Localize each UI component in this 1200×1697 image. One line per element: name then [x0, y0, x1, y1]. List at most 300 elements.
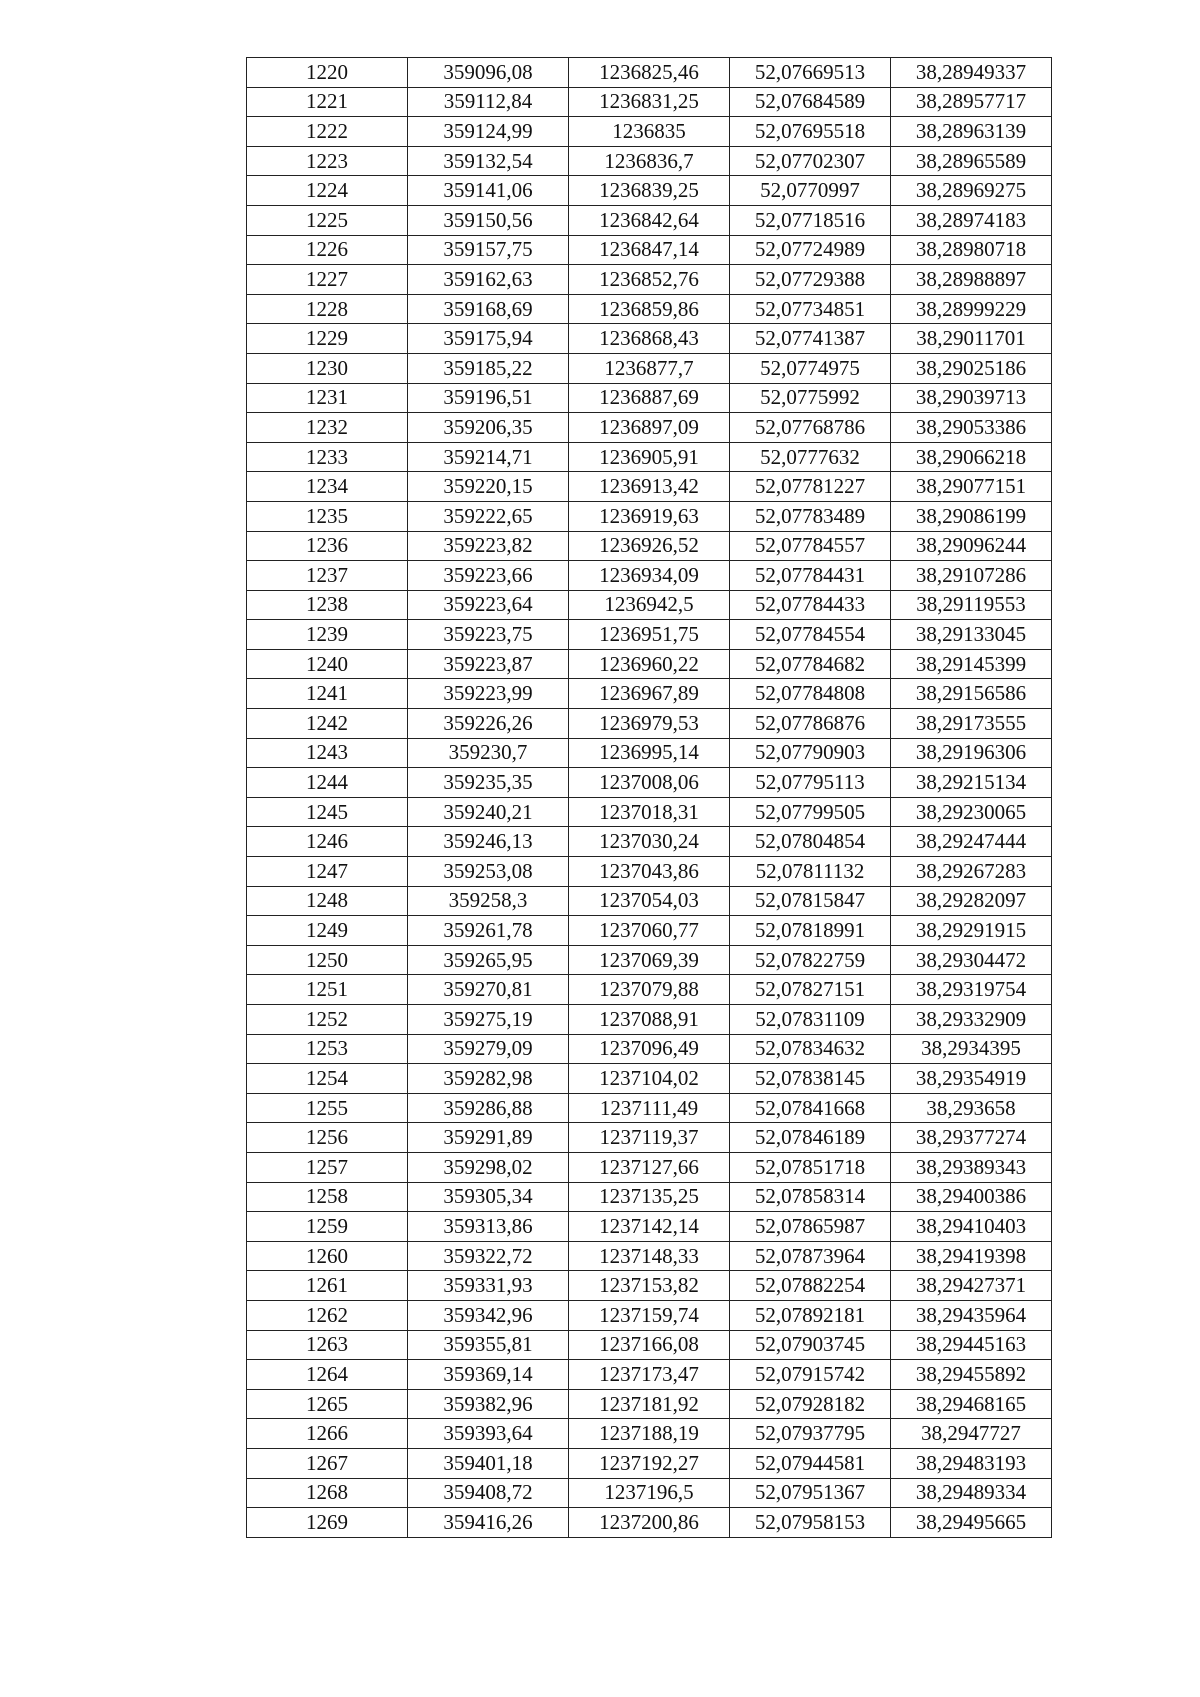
y-coordinate-cell: 1236839,25 [569, 176, 730, 206]
x-coordinate-cell: 359408,72 [408, 1478, 569, 1508]
table-row [247, 738, 1052, 768]
point-number-cell: 1258 [247, 1182, 408, 1212]
table-row [247, 324, 1052, 354]
table-row [247, 857, 1052, 887]
table-row [247, 1508, 1052, 1538]
x-coordinate-cell: 359416,26 [408, 1508, 569, 1538]
point-number-cell: 1254 [247, 1064, 408, 1094]
longitude-cell: 38,2947727 [891, 1419, 1052, 1449]
point-number-cell: 1262 [247, 1300, 408, 1330]
x-coordinate-cell: 359342,96 [408, 1300, 569, 1330]
x-coordinate-cell: 359246,13 [408, 827, 569, 857]
longitude-cell: 38,28963139 [891, 117, 1052, 147]
table-row [247, 413, 1052, 443]
latitude-cell: 52,07669513 [730, 58, 891, 88]
y-coordinate-cell: 1236877,7 [569, 353, 730, 383]
table-row [247, 1034, 1052, 1064]
x-coordinate-cell: 359223,99 [408, 679, 569, 709]
y-coordinate-cell: 1236951,75 [569, 620, 730, 650]
latitude-cell: 52,07768786 [730, 413, 891, 443]
table-row [247, 383, 1052, 413]
point-number-cell: 1248 [247, 886, 408, 916]
longitude-cell: 38,29389343 [891, 1152, 1052, 1182]
table-row [247, 1123, 1052, 1153]
y-coordinate-cell: 1236835 [569, 117, 730, 147]
longitude-cell: 38,293658 [891, 1093, 1052, 1123]
latitude-cell: 52,07834632 [730, 1034, 891, 1064]
x-coordinate-cell: 359313,86 [408, 1212, 569, 1242]
y-coordinate-cell: 1236847,14 [569, 235, 730, 265]
longitude-cell: 38,29230065 [891, 797, 1052, 827]
x-coordinate-cell: 359196,51 [408, 383, 569, 413]
point-number-cell: 1267 [247, 1448, 408, 1478]
longitude-cell: 38,29354919 [891, 1064, 1052, 1094]
latitude-cell: 52,07784808 [730, 679, 891, 709]
x-coordinate-cell: 359286,88 [408, 1093, 569, 1123]
x-coordinate-cell: 359223,66 [408, 561, 569, 591]
y-coordinate-cell: 1237018,31 [569, 797, 730, 827]
x-coordinate-cell: 359124,99 [408, 117, 569, 147]
table-row [247, 1064, 1052, 1094]
y-coordinate-cell: 1236887,69 [569, 383, 730, 413]
table-row [247, 146, 1052, 176]
x-coordinate-cell: 359220,15 [408, 472, 569, 502]
point-number-cell: 1250 [247, 945, 408, 975]
x-coordinate-cell: 359150,56 [408, 205, 569, 235]
point-number-cell: 1249 [247, 916, 408, 946]
longitude-cell: 38,29468165 [891, 1389, 1052, 1419]
table-row [247, 1300, 1052, 1330]
latitude-cell: 52,07786876 [730, 709, 891, 739]
table-row [247, 265, 1052, 295]
y-coordinate-cell: 1236897,09 [569, 413, 730, 443]
latitude-cell: 52,07928182 [730, 1389, 891, 1419]
y-coordinate-cell: 1237148,33 [569, 1241, 730, 1271]
table-row [247, 768, 1052, 798]
x-coordinate-cell: 359393,64 [408, 1419, 569, 1449]
y-coordinate-cell: 1236995,14 [569, 738, 730, 768]
y-coordinate-cell: 1237188,19 [569, 1419, 730, 1449]
point-number-cell: 1237 [247, 561, 408, 591]
x-coordinate-cell: 359162,63 [408, 265, 569, 295]
table-row [247, 679, 1052, 709]
table-row [247, 1271, 1052, 1301]
y-coordinate-cell: 1236842,64 [569, 205, 730, 235]
table-row [247, 1330, 1052, 1360]
latitude-cell: 52,07846189 [730, 1123, 891, 1153]
y-coordinate-cell: 1236852,76 [569, 265, 730, 295]
x-coordinate-cell: 359258,3 [408, 886, 569, 916]
coordinates-table [246, 57, 1052, 1538]
table-row [247, 87, 1052, 117]
x-coordinate-cell: 359240,21 [408, 797, 569, 827]
latitude-cell: 52,07702307 [730, 146, 891, 176]
point-number-cell: 1264 [247, 1360, 408, 1390]
table-row [247, 590, 1052, 620]
point-number-cell: 1239 [247, 620, 408, 650]
table-row [247, 235, 1052, 265]
point-number-cell: 1236 [247, 531, 408, 561]
y-coordinate-cell: 1236967,89 [569, 679, 730, 709]
latitude-cell: 52,07915742 [730, 1360, 891, 1390]
y-coordinate-cell: 1236859,86 [569, 294, 730, 324]
latitude-cell: 52,07790903 [730, 738, 891, 768]
x-coordinate-cell: 359355,81 [408, 1330, 569, 1360]
x-coordinate-cell: 359230,7 [408, 738, 569, 768]
x-coordinate-cell: 359253,08 [408, 857, 569, 887]
table-row [247, 916, 1052, 946]
y-coordinate-cell: 1237166,08 [569, 1330, 730, 1360]
longitude-cell: 38,29025186 [891, 353, 1052, 383]
table-row [247, 1360, 1052, 1390]
longitude-cell: 38,29173555 [891, 709, 1052, 739]
table-row [247, 945, 1052, 975]
point-number-cell: 1242 [247, 709, 408, 739]
x-coordinate-cell: 359132,54 [408, 146, 569, 176]
y-coordinate-cell: 1236868,43 [569, 324, 730, 354]
table-row [247, 501, 1052, 531]
point-number-cell: 1251 [247, 975, 408, 1005]
longitude-cell: 38,29107286 [891, 561, 1052, 591]
table-row [247, 649, 1052, 679]
point-number-cell: 1221 [247, 87, 408, 117]
table-row [247, 886, 1052, 916]
point-number-cell: 1234 [247, 472, 408, 502]
table-row [247, 472, 1052, 502]
longitude-cell: 38,29066218 [891, 442, 1052, 472]
latitude-cell: 52,07873964 [730, 1241, 891, 1271]
longitude-cell: 38,29267283 [891, 857, 1052, 887]
point-number-cell: 1253 [247, 1034, 408, 1064]
longitude-cell: 38,29332909 [891, 1005, 1052, 1035]
point-number-cell: 1247 [247, 857, 408, 887]
latitude-cell: 52,07822759 [730, 945, 891, 975]
x-coordinate-cell: 359322,72 [408, 1241, 569, 1271]
point-number-cell: 1243 [247, 738, 408, 768]
point-number-cell: 1246 [247, 827, 408, 857]
x-coordinate-cell: 359157,75 [408, 235, 569, 265]
x-coordinate-cell: 359222,65 [408, 501, 569, 531]
latitude-cell: 52,07784557 [730, 531, 891, 561]
latitude-cell: 52,07944581 [730, 1448, 891, 1478]
longitude-cell: 38,29215134 [891, 768, 1052, 798]
table-row [247, 709, 1052, 739]
table-row [247, 1152, 1052, 1182]
point-number-cell: 1223 [247, 146, 408, 176]
table-row [247, 1182, 1052, 1212]
longitude-cell: 38,29011701 [891, 324, 1052, 354]
table-row [247, 58, 1052, 88]
y-coordinate-cell: 1237135,25 [569, 1182, 730, 1212]
x-coordinate-cell: 359185,22 [408, 353, 569, 383]
x-coordinate-cell: 359112,84 [408, 87, 569, 117]
longitude-cell: 38,29145399 [891, 649, 1052, 679]
longitude-cell: 38,29086199 [891, 501, 1052, 531]
x-coordinate-cell: 359226,26 [408, 709, 569, 739]
y-coordinate-cell: 1236960,22 [569, 649, 730, 679]
latitude-cell: 52,07695518 [730, 117, 891, 147]
point-number-cell: 1268 [247, 1478, 408, 1508]
y-coordinate-cell: 1237159,74 [569, 1300, 730, 1330]
x-coordinate-cell: 359382,96 [408, 1389, 569, 1419]
longitude-cell: 38,29483193 [891, 1448, 1052, 1478]
longitude-cell: 38,29445163 [891, 1330, 1052, 1360]
y-coordinate-cell: 1237069,39 [569, 945, 730, 975]
y-coordinate-cell: 1236825,46 [569, 58, 730, 88]
point-number-cell: 1222 [247, 117, 408, 147]
longitude-cell: 38,29419398 [891, 1241, 1052, 1271]
x-coordinate-cell: 359265,95 [408, 945, 569, 975]
latitude-cell: 52,07951367 [730, 1478, 891, 1508]
point-number-cell: 1230 [247, 353, 408, 383]
point-number-cell: 1266 [247, 1419, 408, 1449]
latitude-cell: 52,07827151 [730, 975, 891, 1005]
y-coordinate-cell: 1237060,77 [569, 916, 730, 946]
y-coordinate-cell: 1237181,92 [569, 1389, 730, 1419]
y-coordinate-cell: 1237096,49 [569, 1034, 730, 1064]
x-coordinate-cell: 359096,08 [408, 58, 569, 88]
point-number-cell: 1257 [247, 1152, 408, 1182]
table-row [247, 442, 1052, 472]
latitude-cell: 52,07811132 [730, 857, 891, 887]
latitude-cell: 52,07724989 [730, 235, 891, 265]
x-coordinate-cell: 359331,93 [408, 1271, 569, 1301]
latitude-cell: 52,07684589 [730, 87, 891, 117]
y-coordinate-cell: 1237104,02 [569, 1064, 730, 1094]
y-coordinate-cell: 1237111,49 [569, 1093, 730, 1123]
point-number-cell: 1255 [247, 1093, 408, 1123]
table-row [247, 353, 1052, 383]
latitude-cell: 52,07958153 [730, 1508, 891, 1538]
point-number-cell: 1233 [247, 442, 408, 472]
longitude-cell: 38,29495665 [891, 1508, 1052, 1538]
y-coordinate-cell: 1236934,09 [569, 561, 730, 591]
x-coordinate-cell: 359223,82 [408, 531, 569, 561]
x-coordinate-cell: 359223,87 [408, 649, 569, 679]
x-coordinate-cell: 359401,18 [408, 1448, 569, 1478]
point-number-cell: 1220 [247, 58, 408, 88]
coordinates-table-body [247, 58, 1052, 1538]
point-number-cell: 1235 [247, 501, 408, 531]
longitude-cell: 38,29400386 [891, 1182, 1052, 1212]
x-coordinate-cell: 359291,89 [408, 1123, 569, 1153]
longitude-cell: 38,29291915 [891, 916, 1052, 946]
table-row [247, 1478, 1052, 1508]
y-coordinate-cell: 1237119,37 [569, 1123, 730, 1153]
latitude-cell: 52,07818991 [730, 916, 891, 946]
latitude-cell: 52,0775992 [730, 383, 891, 413]
point-number-cell: 1256 [247, 1123, 408, 1153]
y-coordinate-cell: 1237153,82 [569, 1271, 730, 1301]
y-coordinate-cell: 1237142,14 [569, 1212, 730, 1242]
table-row [247, 561, 1052, 591]
point-number-cell: 1226 [247, 235, 408, 265]
y-coordinate-cell: 1236913,42 [569, 472, 730, 502]
point-number-cell: 1252 [247, 1005, 408, 1035]
table-row [247, 117, 1052, 147]
latitude-cell: 52,07799505 [730, 797, 891, 827]
latitude-cell: 52,0774975 [730, 353, 891, 383]
table-row [247, 797, 1052, 827]
table-row [247, 1448, 1052, 1478]
point-number-cell: 1232 [247, 413, 408, 443]
table-row [247, 531, 1052, 561]
point-number-cell: 1240 [247, 649, 408, 679]
x-coordinate-cell: 359369,14 [408, 1360, 569, 1390]
latitude-cell: 52,07718516 [730, 205, 891, 235]
latitude-cell: 52,07851718 [730, 1152, 891, 1182]
y-coordinate-cell: 1237079,88 [569, 975, 730, 1005]
point-number-cell: 1241 [247, 679, 408, 709]
point-number-cell: 1225 [247, 205, 408, 235]
y-coordinate-cell: 1237196,5 [569, 1478, 730, 1508]
table-row [247, 1389, 1052, 1419]
point-number-cell: 1231 [247, 383, 408, 413]
point-number-cell: 1244 [247, 768, 408, 798]
point-number-cell: 1263 [247, 1330, 408, 1360]
longitude-cell: 38,28980718 [891, 235, 1052, 265]
x-coordinate-cell: 359223,64 [408, 590, 569, 620]
y-coordinate-cell: 1237173,47 [569, 1360, 730, 1390]
longitude-cell: 38,29053386 [891, 413, 1052, 443]
point-number-cell: 1227 [247, 265, 408, 295]
point-number-cell: 1259 [247, 1212, 408, 1242]
latitude-cell: 52,07804854 [730, 827, 891, 857]
y-coordinate-cell: 1236919,63 [569, 501, 730, 531]
latitude-cell: 52,07729388 [730, 265, 891, 295]
x-coordinate-cell: 359275,19 [408, 1005, 569, 1035]
latitude-cell: 52,07784431 [730, 561, 891, 591]
longitude-cell: 38,29039713 [891, 383, 1052, 413]
longitude-cell: 38,28988897 [891, 265, 1052, 295]
y-coordinate-cell: 1237008,06 [569, 768, 730, 798]
longitude-cell: 38,29196306 [891, 738, 1052, 768]
table-row [247, 975, 1052, 1005]
longitude-cell: 38,29304472 [891, 945, 1052, 975]
table-row [247, 1241, 1052, 1271]
latitude-cell: 52,07882254 [730, 1271, 891, 1301]
longitude-cell: 38,29377274 [891, 1123, 1052, 1153]
longitude-cell: 38,29282097 [891, 886, 1052, 916]
x-coordinate-cell: 359206,35 [408, 413, 569, 443]
longitude-cell: 38,28969275 [891, 176, 1052, 206]
x-coordinate-cell: 359298,02 [408, 1152, 569, 1182]
point-number-cell: 1229 [247, 324, 408, 354]
point-number-cell: 1238 [247, 590, 408, 620]
table-row [247, 1093, 1052, 1123]
table-row [247, 205, 1052, 235]
latitude-cell: 52,07892181 [730, 1300, 891, 1330]
table-row [247, 176, 1052, 206]
table-row [247, 294, 1052, 324]
table-row [247, 1212, 1052, 1242]
latitude-cell: 52,07841668 [730, 1093, 891, 1123]
latitude-cell: 52,07838145 [730, 1064, 891, 1094]
longitude-cell: 38,29096244 [891, 531, 1052, 561]
longitude-cell: 38,29455892 [891, 1360, 1052, 1390]
point-number-cell: 1261 [247, 1271, 408, 1301]
y-coordinate-cell: 1236979,53 [569, 709, 730, 739]
latitude-cell: 52,07734851 [730, 294, 891, 324]
latitude-cell: 52,07784433 [730, 590, 891, 620]
y-coordinate-cell: 1236836,7 [569, 146, 730, 176]
latitude-cell: 52,0770997 [730, 176, 891, 206]
latitude-cell: 52,07781227 [730, 472, 891, 502]
x-coordinate-cell: 359223,75 [408, 620, 569, 650]
x-coordinate-cell: 359235,35 [408, 768, 569, 798]
point-number-cell: 1265 [247, 1389, 408, 1419]
latitude-cell: 52,07795113 [730, 768, 891, 798]
y-coordinate-cell: 1237200,86 [569, 1508, 730, 1538]
latitude-cell: 52,07937795 [730, 1419, 891, 1449]
table-row [247, 1419, 1052, 1449]
point-number-cell: 1224 [247, 176, 408, 206]
longitude-cell: 38,28999229 [891, 294, 1052, 324]
x-coordinate-cell: 359270,81 [408, 975, 569, 1005]
longitude-cell: 38,28974183 [891, 205, 1052, 235]
longitude-cell: 38,29319754 [891, 975, 1052, 1005]
latitude-cell: 52,07815847 [730, 886, 891, 916]
latitude-cell: 52,07741387 [730, 324, 891, 354]
y-coordinate-cell: 1236942,5 [569, 590, 730, 620]
longitude-cell: 38,29077151 [891, 472, 1052, 502]
latitude-cell: 52,07903745 [730, 1330, 891, 1360]
y-coordinate-cell: 1237192,27 [569, 1448, 730, 1478]
point-number-cell: 1269 [247, 1508, 408, 1538]
x-coordinate-cell: 359214,71 [408, 442, 569, 472]
longitude-cell: 38,29427371 [891, 1271, 1052, 1301]
longitude-cell: 38,2934395 [891, 1034, 1052, 1064]
y-coordinate-cell: 1236905,91 [569, 442, 730, 472]
y-coordinate-cell: 1237127,66 [569, 1152, 730, 1182]
latitude-cell: 52,07783489 [730, 501, 891, 531]
longitude-cell: 38,29133045 [891, 620, 1052, 650]
point-number-cell: 1245 [247, 797, 408, 827]
x-coordinate-cell: 359168,69 [408, 294, 569, 324]
table-row [247, 1005, 1052, 1035]
y-coordinate-cell: 1236831,25 [569, 87, 730, 117]
x-coordinate-cell: 359261,78 [408, 916, 569, 946]
y-coordinate-cell: 1237030,24 [569, 827, 730, 857]
longitude-cell: 38,29410403 [891, 1212, 1052, 1242]
longitude-cell: 38,29156586 [891, 679, 1052, 709]
y-coordinate-cell: 1237043,86 [569, 857, 730, 887]
latitude-cell: 52,07784682 [730, 649, 891, 679]
table-row [247, 827, 1052, 857]
latitude-cell: 52,0777632 [730, 442, 891, 472]
table-row [247, 620, 1052, 650]
longitude-cell: 38,29435964 [891, 1300, 1052, 1330]
longitude-cell: 38,29489334 [891, 1478, 1052, 1508]
longitude-cell: 38,28949337 [891, 58, 1052, 88]
point-number-cell: 1260 [247, 1241, 408, 1271]
x-coordinate-cell: 359279,09 [408, 1034, 569, 1064]
latitude-cell: 52,07865987 [730, 1212, 891, 1242]
latitude-cell: 52,07784554 [730, 620, 891, 650]
latitude-cell: 52,07858314 [730, 1182, 891, 1212]
longitude-cell: 38,29247444 [891, 827, 1052, 857]
x-coordinate-cell: 359305,34 [408, 1182, 569, 1212]
x-coordinate-cell: 359141,06 [408, 176, 569, 206]
longitude-cell: 38,29119553 [891, 590, 1052, 620]
x-coordinate-cell: 359282,98 [408, 1064, 569, 1094]
y-coordinate-cell: 1236926,52 [569, 531, 730, 561]
point-number-cell: 1228 [247, 294, 408, 324]
latitude-cell: 52,07831109 [730, 1005, 891, 1035]
longitude-cell: 38,28965589 [891, 146, 1052, 176]
y-coordinate-cell: 1237088,91 [569, 1005, 730, 1035]
x-coordinate-cell: 359175,94 [408, 324, 569, 354]
